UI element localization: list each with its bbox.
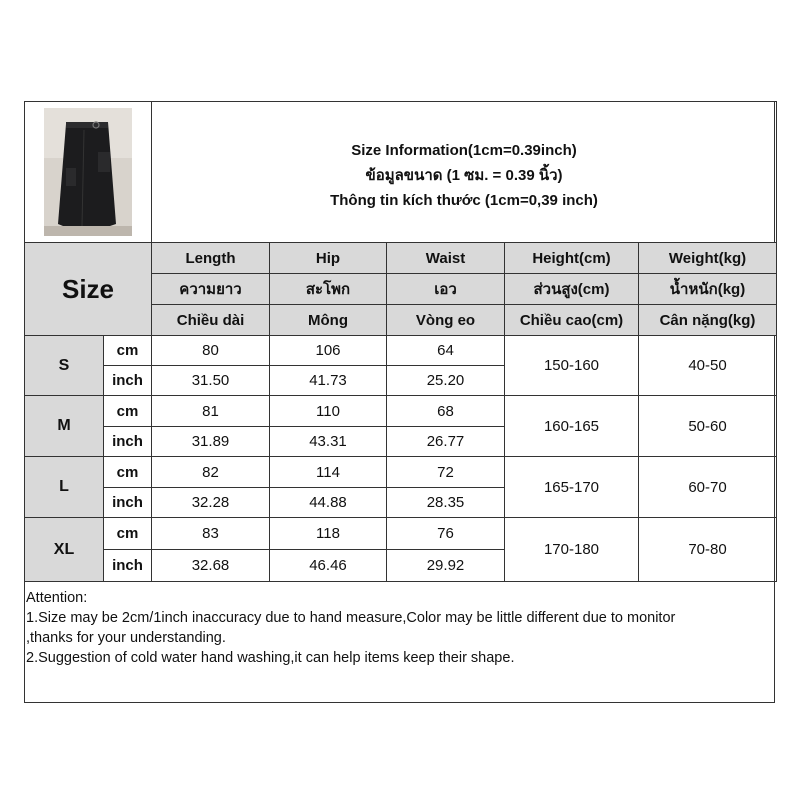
height-range: 170-180 — [505, 518, 639, 582]
length-inch: 32.68 — [152, 550, 270, 582]
size-label-s: S — [25, 336, 104, 396]
attention-notes — [26, 588, 771, 668]
waist-cm: 76 — [387, 518, 505, 550]
col-length-en: Length — [152, 243, 270, 274]
col-height-vi: Chiều cao(cm) — [505, 305, 639, 336]
length-inch: 31.89 — [152, 427, 270, 457]
waist-cm: 72 — [387, 457, 505, 488]
length-inch: 32.28 — [152, 488, 270, 518]
attention-title: Attention: — [26, 590, 88, 606]
size-label-xl: XL — [25, 518, 104, 582]
waist-cm: 64 — [387, 336, 505, 366]
table-row — [25, 336, 777, 366]
length-inch: 31.50 — [152, 366, 270, 396]
size-label-m: M — [25, 396, 104, 457]
length-cm: 83 — [152, 518, 270, 550]
hip-inch: 43.31 — [270, 427, 387, 457]
col-weight-en: Weight(kg) — [639, 243, 777, 274]
hip-inch: 46.46 — [270, 550, 387, 582]
size-info-header — [152, 102, 777, 243]
size-chart-table — [24, 101, 777, 582]
hip-inch: 41.73 — [270, 366, 387, 396]
unit-inch: inch — [104, 488, 152, 518]
table-row — [25, 518, 777, 550]
hip-inch: 44.88 — [270, 488, 387, 518]
hip-cm: 110 — [270, 396, 387, 427]
size-info-english: Size Information(1cm=0.39inch) — [351, 141, 577, 159]
weight-range: 50-60 — [639, 396, 777, 457]
unit-inch: inch — [104, 366, 152, 396]
hip-cm: 106 — [270, 336, 387, 366]
attention-note-1-continued: ,thanks for your understanding. — [26, 630, 226, 646]
header-row — [25, 102, 777, 243]
weight-range: 60-70 — [639, 457, 777, 518]
height-range: 150-160 — [505, 336, 639, 396]
col-height-en: Height(cm) — [505, 243, 639, 274]
col-length-th: ความยาว — [152, 274, 270, 305]
unit-cm: cm — [104, 396, 152, 427]
unit-cm: cm — [104, 518, 152, 550]
col-hip-th: สะโพก — [270, 274, 387, 305]
col-weight-th: น้ำหนัก(kg) — [639, 274, 777, 305]
size-info-vietnamese: Thông tin kích thước (1cm=0,39 inch) — [330, 191, 598, 209]
product-photo — [44, 108, 132, 236]
col-height-th: ส่วนสูง(cm) — [505, 274, 639, 305]
table-row — [25, 457, 777, 488]
attention-note-2: 2.Suggestion of cold water hand washing,it can help items keep their shape. — [26, 650, 515, 666]
size-label-l: L — [25, 457, 104, 518]
attention-note-1: 1.Size may be 2cm/1inch inaccuracy due to hand measure,Color may be little different due to monitor — [26, 610, 676, 626]
col-weight-vi: Cân nặng(kg) — [639, 305, 777, 336]
size-info-thai: ข้อมูลขนาด (1 ซม. = 0.39 นิ้ว) — [365, 166, 563, 184]
length-cm: 81 — [152, 396, 270, 427]
waist-inch: 28.35 — [387, 488, 505, 518]
table-row — [25, 396, 777, 427]
col-waist-en: Waist — [387, 243, 505, 274]
height-range: 160-165 — [505, 396, 639, 457]
waist-inch: 26.77 — [387, 427, 505, 457]
length-cm: 80 — [152, 336, 270, 366]
weight-range: 40-50 — [639, 336, 777, 396]
unit-cm: cm — [104, 336, 152, 366]
col-hip-vi: Mông — [270, 305, 387, 336]
col-waist-vi: Vòng eo — [387, 305, 505, 336]
waist-cm: 68 — [387, 396, 505, 427]
unit-inch: inch — [104, 427, 152, 457]
unit-cm: cm — [104, 457, 152, 488]
hip-cm: 114 — [270, 457, 387, 488]
product-photo-cell — [25, 102, 152, 243]
length-cm: 82 — [152, 457, 270, 488]
hip-cm: 118 — [270, 518, 387, 550]
height-range: 165-170 — [505, 457, 639, 518]
size-column-title: Size — [25, 243, 152, 336]
waist-inch: 29.92 — [387, 550, 505, 582]
unit-inch: inch — [104, 550, 152, 582]
column-header-row-en — [25, 243, 777, 274]
col-waist-th: เอว — [387, 274, 505, 305]
weight-range: 70-80 — [639, 518, 777, 582]
waist-inch: 25.20 — [387, 366, 505, 396]
col-hip-en: Hip — [270, 243, 387, 274]
col-length-vi: Chiều dài — [152, 305, 270, 336]
